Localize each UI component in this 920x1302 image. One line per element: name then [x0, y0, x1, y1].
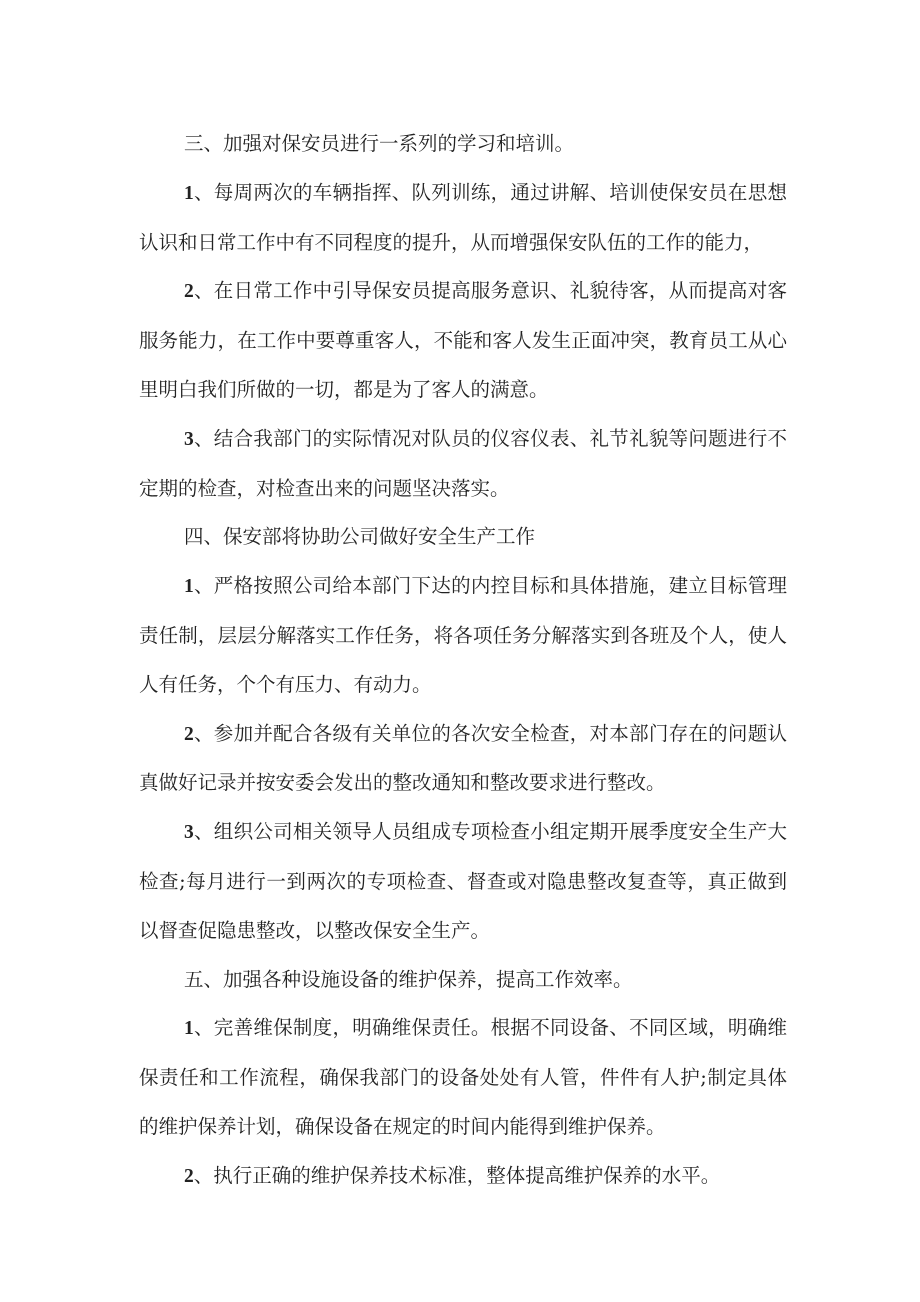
list-item [139, 267, 787, 414]
paragraph-text: 、每周两次的车辆指挥、队列训练，通过讲解、培训使保安员在思想认识和日常工作中有不同程度的提升，从而增强保安队伍的工作的能力， [139, 180, 787, 254]
item-number: 2 [184, 723, 194, 745]
item-number: 1 [184, 1018, 194, 1040]
paragraph-text: 、组织公司相关领导人员组成专项检查小组定期开展季度安全生产大检查;每月进行一到两次的专项检查、督查或对隐患整改复查等，真正做到以督查促隐患整改，以整改保安全生产。 [139, 820, 787, 942]
paragraph-text: 五、加强各种设施设备的维护保养，提高工作效率。 [184, 967, 633, 991]
item-number: 2 [184, 281, 194, 303]
paragraph-text: 、执行正确的维护保养技术标准，整体提高维护保养的水平。 [193, 1163, 721, 1187]
list-item [139, 710, 787, 809]
paragraph-text: 、完善维保制度，明确维保责任。根据不同设备、不同区域，明确维保责任和工作流程，确保我部门的设备处处有人管，件件有人护;制定具体的维护保养计划，确保设备在规定的时间内能得到维护保养。 [139, 1016, 787, 1138]
list-item [139, 415, 787, 514]
document-body [139, 120, 787, 1202]
item-number: 1 [184, 576, 194, 598]
paragraph-text: 四、保安部将协助公司做好安全生产工作 [184, 525, 536, 549]
section-heading-3 [139, 120, 787, 169]
paragraph-text: 、在日常工作中引导保安员提高服务意识、礼貌待客，从而提高对客服务能力，在工作中要尊重客人，不能和客人发生正面冲突，教育员工从心里明白我们所做的一切，都是为了客人的满意。 [139, 279, 787, 401]
paragraph-text: 三、加强对保安员进行一系列的学习和培训。 [184, 132, 575, 155]
list-item [139, 808, 787, 955]
item-number: 2 [184, 1165, 194, 1187]
paragraph-text: 、严格按照公司给本部门下达的内控目标和具体措施，建立目标管理责任制，层层分解落实工作任务，将各项任务分解落实到各班及个人，使人人有任务，个个有压力、有动力。 [139, 574, 787, 696]
section-heading-5 [139, 956, 787, 1005]
item-number: 1 [184, 182, 194, 204]
list-item [139, 1004, 787, 1151]
paragraph-text: 、结合我部门的实际情况对队员的仪容仪表、礼节礼貌等问题进行不定期的检查，对检查出来的问题坚决落实。 [139, 426, 787, 500]
list-item [139, 562, 787, 709]
list-item [139, 169, 787, 268]
item-number: 3 [184, 822, 194, 844]
item-number: 3 [184, 428, 194, 450]
section-heading-4 [139, 513, 787, 562]
list-item [139, 1152, 787, 1202]
paragraph-text: 、参加并配合各级有关单位的各次安全检查，对本部门存在的问题认真做好记录并按安委会发出的整改通知和整改要求进行整改。 [139, 721, 787, 795]
